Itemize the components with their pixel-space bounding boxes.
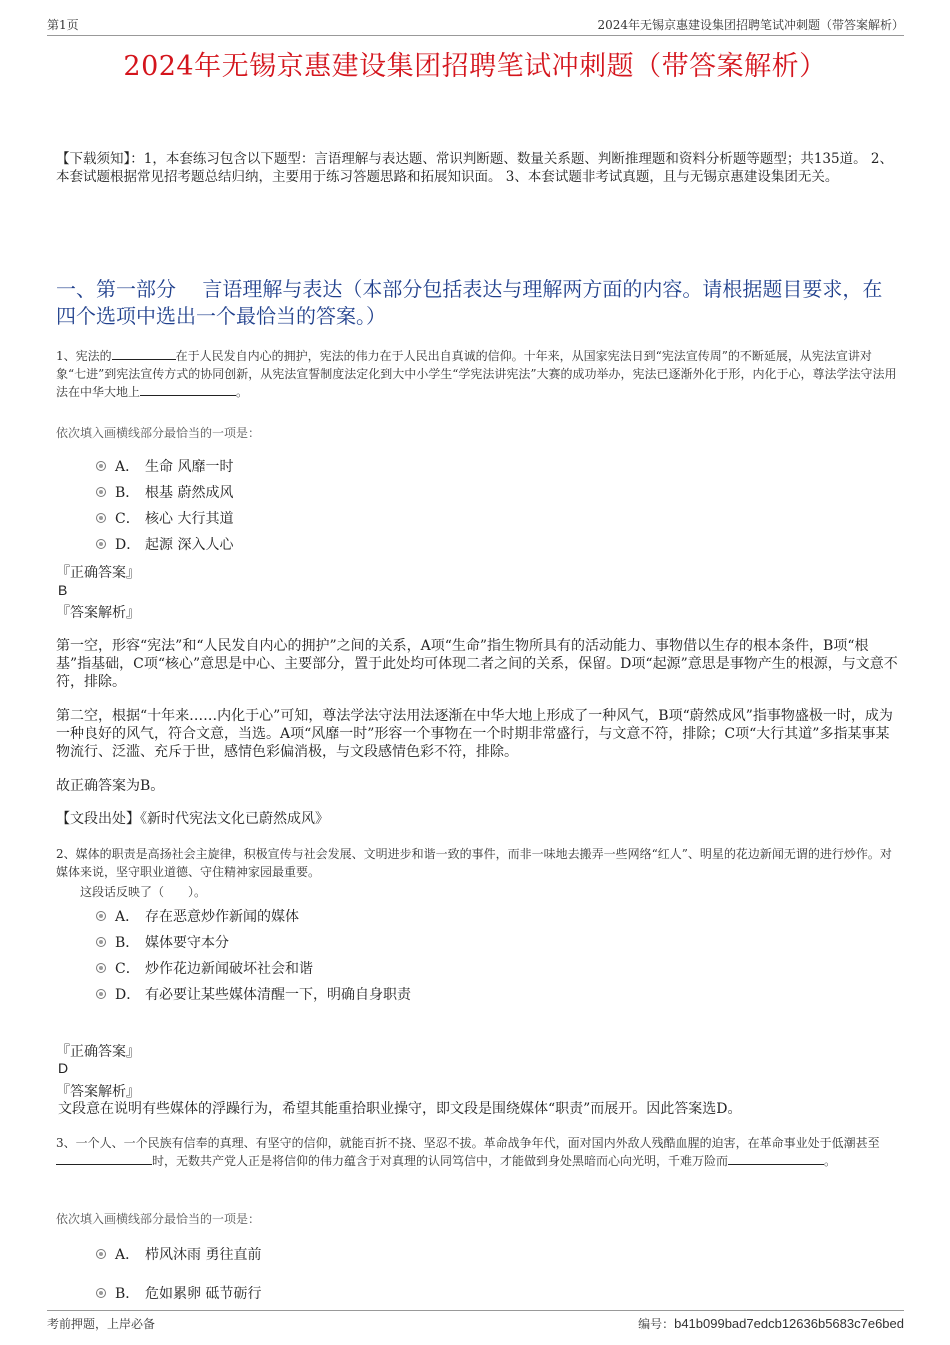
radio-button-icon[interactable]: [96, 513, 106, 523]
analysis-label: 『答案解析』: [56, 605, 140, 621]
question-1-prompt: 依次填入画横线部分最恰当的一项是：: [56, 426, 261, 440]
question-2-option-c[interactable]: [96, 958, 596, 978]
question-3-prompt: 依次填入画横线部分最恰当的一项是：: [56, 1212, 261, 1226]
option-letter: B．: [115, 485, 140, 501]
header-doc-title: 2024年无锡京惠建设集团招聘笔试冲刺题（带答案解析）: [597, 18, 904, 32]
question-1-answer: B: [58, 582, 68, 598]
blank-line: [728, 1153, 824, 1165]
question-2-analysis: 文段意在说明有些媒体的浮躁行为，希望其能重拾职业操守，即文段是围绕媒体“职责”而展开。因此答案选D。: [58, 1101, 742, 1117]
question-3-text-part: 。: [824, 1154, 837, 1168]
option-letter: A．: [115, 1247, 140, 1263]
analysis-label: 『答案解析』: [56, 1084, 140, 1100]
question-1-option-c[interactable]: [96, 508, 496, 528]
document-title: 2024年无锡京惠建设集团招聘笔试冲刺题（带答案解析）: [123, 51, 827, 82]
download-notice: 【下载须知】：1，本套练习包含以下题型：言语理解与表达题、常识判断题、数量关系题、判断推理题和资料分析题等题型；共135道。 2、本套试题根据常见招考题总结归纳，主要用于练习答题思路和拓展知识面。 3、本套试题非考试真题，且与无锡京惠建设集团无关。: [56, 151, 893, 185]
page-number: 第1页: [47, 18, 79, 32]
option-text: 危如累卵 砥节砺行: [145, 1286, 262, 1302]
question-1-text-part: 在于人民发自内心的拥护，宪法的伟力在于人民出自真诚的信仰。十年来，从国家宪法日到“宪法宣传周”的不断延展，从宪法宣讲对象“七进”到宪法宣传方式的协同创新，从宪法宣誓制度法定化到大中小学生“学宪法讲宪法”大赛的成功举办，宪法已逐渐外化于形，内化于心，尊法学法守法用法在中华大地上: [56, 349, 897, 399]
correct-answer-label: 『正确答案』: [56, 565, 140, 581]
option-text: 存在恶意炒作新闻的媒体: [145, 909, 299, 925]
radio-button-icon[interactable]: [96, 963, 106, 973]
footer-code-value: b41b099bad7edcb12636b5683c7e6bed: [674, 1316, 904, 1331]
page-header: [47, 14, 904, 36]
blank-line: [56, 1153, 152, 1165]
option-letter: D．: [115, 987, 141, 1003]
option-text: 有必要让某些媒体清醒一下，明确自身职责: [145, 987, 411, 1003]
radio-button-icon[interactable]: [96, 989, 106, 999]
radio-button-icon[interactable]: [96, 539, 106, 549]
question-3-option-a[interactable]: [96, 1244, 496, 1264]
blank-line: [140, 384, 236, 396]
footer-code: [638, 1315, 904, 1332]
question-2-text: 2、媒体的职责是高扬社会主旋律，积极宣传与社会发展、文明进步和谐一致的事件，而非一味地去搬弄一些网络“红人”、明星的花边新闻无谓的进行炒作。对媒体来说，坚守职业道德、守住精神家园最重要。: [56, 847, 892, 879]
blank-line: [112, 348, 176, 360]
question-2-prompt: 这段话反映了（ ）。: [80, 885, 207, 899]
option-text: 炒作花边新闻破坏社会和谐: [145, 961, 313, 977]
page-footer: [47, 1310, 904, 1334]
option-letter: D．: [115, 537, 141, 553]
section-title: 一、第一部分 言语理解与表达（本部分包括表达与理解两方面的内容。请根据题目要求，在四个选项中选出一个最恰当的答案。）: [56, 277, 883, 328]
option-text: 核心 大行其道: [145, 511, 234, 527]
question-2-option-b[interactable]: [96, 932, 596, 952]
question-1-text: [56, 347, 902, 401]
radio-button-icon[interactable]: [96, 1249, 106, 1259]
question-3-text-part: 3、一个人、一个民族有信奉的真理、有坚守的信仰，就能百折不挠、坚忍不拔。革命战争年代，面对国内外敌人残酷血腥的迫害，在革命事业处于低潮甚至: [56, 1136, 880, 1150]
radio-button-icon[interactable]: [96, 937, 106, 947]
question-1-source: 【文段出处】《新时代宪法文化已蔚然成风》: [56, 811, 329, 827]
option-letter: C．: [115, 961, 140, 977]
question-1-analysis-3: 故正确答案为B。: [56, 778, 165, 794]
question-2-answer: D: [58, 1060, 69, 1076]
option-letter: C．: [115, 511, 140, 527]
correct-answer-label: 『正确答案』: [56, 1044, 140, 1060]
option-letter: A．: [115, 909, 140, 925]
footer-slogan: 考前押题，上岸必备: [47, 1317, 156, 1331]
question-1-option-a[interactable]: [96, 456, 496, 476]
option-text: 生命 风靡一时: [145, 459, 234, 475]
option-letter: A．: [115, 459, 140, 475]
option-letter: B．: [115, 935, 140, 951]
question-1-analysis-1: 第一空，形容“宪法”和“人民发自内心的拥护”之间的关系，A项“生命”指生物所具有的活动能力、事物借以生存的根本条件，B项“根基”指基础，C项“核心”意思是中心、主要部分，置于此处均可体现二者之间的关系，保留。D项“起源”意思是事物产生的根源，与文意不符，排除。: [56, 638, 898, 690]
option-text: 起源 深入人心: [145, 537, 234, 553]
question-3-text: [56, 1134, 902, 1170]
radio-button-icon[interactable]: [96, 487, 106, 497]
question-1-option-d[interactable]: [96, 534, 496, 554]
radio-button-icon[interactable]: [96, 1288, 106, 1298]
question-2-option-d[interactable]: [96, 984, 596, 1004]
question-2-option-a[interactable]: [96, 906, 596, 926]
option-letter: B．: [115, 1286, 140, 1302]
question-1-text-part: 。: [236, 385, 249, 399]
question-1-analysis-2: 第二空，根据“十年来……内化于心”可知，尊法学法守法用法逐渐在中华大地上形成了一种风气，B项“蔚然成风”指事物盛极一时，成为一种良好的风气，符合文意，当选。A项“风靡一时”形容一个事物在一个时期非常盛行，与文意不符，排除；C项“大行其道”多指某事某物流行、泛滥、充斥于世，感情色彩偏消极，与文段感情色彩不符，排除。: [56, 708, 893, 760]
radio-button-icon[interactable]: [96, 911, 106, 921]
option-text: 栉风沐雨 勇往直前: [145, 1247, 262, 1263]
footer-code-label: 编号：: [638, 1317, 675, 1331]
option-text: 根基 蔚然成风: [145, 485, 234, 501]
question-1-option-b[interactable]: [96, 482, 496, 502]
radio-button-icon[interactable]: [96, 461, 106, 471]
option-text: 媒体要守本分: [145, 935, 229, 951]
question-3-text-part: 时，无数共产党人正是将信仰的伟力蕴含于对真理的认同笃信中，才能做到身处黑暗而心向光明，千难万险而: [152, 1154, 729, 1168]
question-1-text-part: 1、宪法的: [56, 349, 112, 363]
question-3-option-b[interactable]: [96, 1283, 496, 1303]
